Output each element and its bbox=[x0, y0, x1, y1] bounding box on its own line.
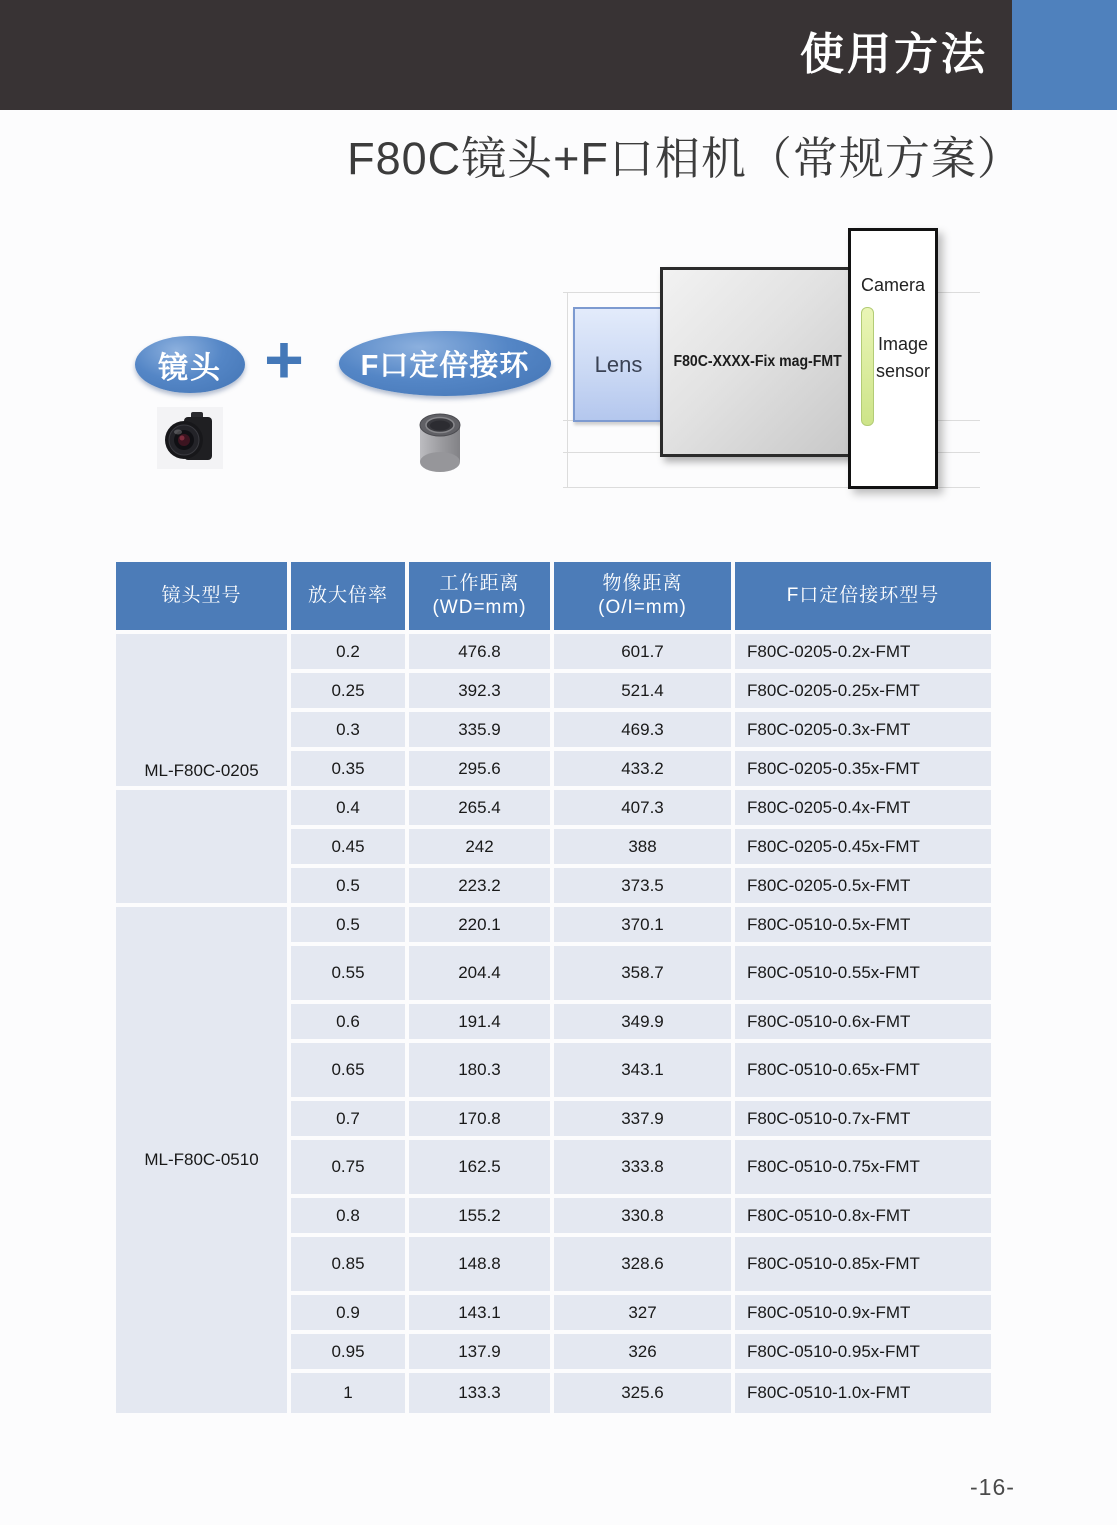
plus-icon: + bbox=[264, 322, 304, 398]
column-header-oi-line2: (O/I=mm) bbox=[598, 597, 687, 618]
section-title: 使用方法 bbox=[800, 30, 988, 79]
grid-line bbox=[567, 292, 568, 487]
magnification-cell: 0.6 bbox=[291, 1004, 405, 1039]
object-image-distance-cell: 521.4 bbox=[554, 673, 731, 708]
column-header-magnification: 放大倍率 bbox=[291, 562, 405, 630]
schematic-adapter-label: F80C-XXXX-Fix mag-FMT bbox=[673, 353, 842, 370]
magnification-cell: 0.7 bbox=[291, 1101, 405, 1136]
magnification-cell: 0.65 bbox=[291, 1043, 405, 1097]
adapter-model-cell: F80C-0510-0.9x-FMT bbox=[735, 1295, 991, 1330]
column-header-wd-line1: 工作距离 bbox=[439, 573, 520, 594]
magnification-cell: 0.45 bbox=[291, 829, 405, 864]
working-distance-cell: 223.2 bbox=[409, 868, 550, 903]
column-header-working-distance bbox=[409, 562, 550, 630]
accent-square bbox=[1012, 0, 1117, 110]
working-distance-cell: 137.9 bbox=[409, 1334, 550, 1369]
magnification-cell: 0.2 bbox=[291, 634, 405, 669]
working-distance-cell: 155.2 bbox=[409, 1198, 550, 1233]
camera-lens-icon bbox=[157, 407, 223, 469]
object-image-distance-cell: 327 bbox=[554, 1295, 731, 1330]
object-image-distance-cell: 469.3 bbox=[554, 712, 731, 747]
working-distance-cell: 335.9 bbox=[409, 712, 550, 747]
adapter-model-cell: F80C-0510-0.7x-FMT bbox=[735, 1101, 991, 1136]
working-distance-cell: 295.6 bbox=[409, 751, 550, 786]
lens-photo bbox=[157, 407, 223, 474]
spec-table bbox=[116, 562, 991, 1413]
object-image-distance-cell: 325.6 bbox=[554, 1373, 731, 1413]
adapter-ring-icon bbox=[412, 409, 469, 475]
magnification-cell: 0.3 bbox=[291, 712, 405, 747]
column-header-model: 镜头型号 bbox=[116, 562, 287, 630]
object-image-distance-cell: 407.3 bbox=[554, 790, 731, 825]
column-header-adapter-model: F口定倍接环型号 bbox=[735, 562, 991, 630]
working-distance-cell: 392.3 bbox=[409, 673, 550, 708]
adapter-model-cell: F80C-0510-0.95x-FMT bbox=[735, 1334, 991, 1369]
magnification-cell: 0.25 bbox=[291, 673, 405, 708]
object-image-distance-cell: 358.7 bbox=[554, 946, 731, 1000]
adapter-model-cell: F80C-0510-0.65x-FMT bbox=[735, 1043, 991, 1097]
object-image-distance-cell: 330.8 bbox=[554, 1198, 731, 1233]
image-sensor-label bbox=[873, 331, 933, 385]
adapter-model-cell: F80C-0205-0.2x-FMT bbox=[735, 634, 991, 669]
magnification-cell: 0.5 bbox=[291, 868, 405, 903]
object-image-distance-cell: 433.2 bbox=[554, 751, 731, 786]
adapter-bubble: F口定倍接环 bbox=[339, 331, 551, 396]
adapter-model-cell: F80C-0510-0.5x-FMT bbox=[735, 907, 991, 942]
object-image-distance-cell: 601.7 bbox=[554, 634, 731, 669]
magnification-cell: 0.4 bbox=[291, 790, 405, 825]
magnification-cell: 0.55 bbox=[291, 946, 405, 1000]
header-bar bbox=[0, 0, 1012, 110]
working-distance-cell: 265.4 bbox=[409, 790, 550, 825]
object-image-distance-cell: 388 bbox=[554, 829, 731, 864]
adapter-model-cell: F80C-0205-0.35x-FMT bbox=[735, 751, 991, 786]
working-distance-cell: 133.3 bbox=[409, 1373, 550, 1413]
adapter-model-cell: F80C-0205-0.45x-FMT bbox=[735, 829, 991, 864]
magnification-cell: 0.5 bbox=[291, 907, 405, 942]
object-image-distance-cell: 373.5 bbox=[554, 868, 731, 903]
object-image-distance-cell: 343.1 bbox=[554, 1043, 731, 1097]
working-distance-cell: 476.8 bbox=[409, 634, 550, 669]
working-distance-cell: 148.8 bbox=[409, 1237, 550, 1291]
camera-label: Camera bbox=[860, 275, 926, 295]
adapter-model-cell: F80C-0510-0.85x-FMT bbox=[735, 1237, 991, 1291]
column-header-wd-line2: (WD=mm) bbox=[432, 597, 527, 618]
model-cell-ml-f80c-0205: ML-F80C-0205 bbox=[116, 634, 287, 786]
model-cell-ml-f80c-0510: ML-F80C-0510 bbox=[116, 907, 287, 1413]
object-image-distance-cell: 337.9 bbox=[554, 1101, 731, 1136]
magnification-cell: 0.85 bbox=[291, 1237, 405, 1291]
adapter-model-cell: F80C-0205-0.25x-FMT bbox=[735, 673, 991, 708]
magnification-cell: 1 bbox=[291, 1373, 405, 1413]
adapter-model-cell: F80C-0510-0.8x-FMT bbox=[735, 1198, 991, 1233]
working-distance-cell: 143.1 bbox=[409, 1295, 550, 1330]
adapter-model-cell: F80C-0510-0.6x-FMT bbox=[735, 1004, 991, 1039]
object-image-distance-cell: 326 bbox=[554, 1334, 731, 1369]
page-number: -16- bbox=[970, 1474, 1015, 1500]
magnification-cell: 0.75 bbox=[291, 1140, 405, 1194]
adapter-ring-photo bbox=[412, 409, 469, 480]
magnification-cell: 0.9 bbox=[291, 1295, 405, 1330]
working-distance-cell: 242 bbox=[409, 829, 550, 864]
object-image-distance-cell: 333.8 bbox=[554, 1140, 731, 1194]
working-distance-cell: 220.1 bbox=[409, 907, 550, 942]
magnification-cell: 0.8 bbox=[291, 1198, 405, 1233]
magnification-cell: 0.95 bbox=[291, 1334, 405, 1369]
image-sensor-label-line2: sensor bbox=[875, 361, 931, 381]
object-image-distance-cell: 349.9 bbox=[554, 1004, 731, 1039]
object-image-distance-cell: 370.1 bbox=[554, 907, 731, 942]
model-cell-ml-f80c-0205-cont bbox=[116, 790, 287, 903]
schematic-camera-box bbox=[848, 228, 938, 489]
schematic-lens-box: Lens bbox=[573, 307, 664, 422]
adapter-model-cell: F80C-0510-0.75x-FMT bbox=[735, 1140, 991, 1194]
adapter-model-cell: F80C-0510-1.0x-FMT bbox=[735, 1373, 991, 1413]
magnification-cell: 0.35 bbox=[291, 751, 405, 786]
working-distance-cell: 170.8 bbox=[409, 1101, 550, 1136]
object-image-distance-cell: 328.6 bbox=[554, 1237, 731, 1291]
lens-bubble: 镜头 bbox=[135, 336, 245, 393]
image-sensor-label-line1: Image bbox=[877, 334, 929, 354]
adapter-model-cell: F80C-0510-0.55x-FMT bbox=[735, 946, 991, 1000]
schematic-adapter-box bbox=[660, 267, 855, 457]
page-title: F80C镜头+F口相机（常规方案） bbox=[347, 133, 1023, 184]
adapter-model-cell: F80C-0205-0.3x-FMT bbox=[735, 712, 991, 747]
working-distance-cell: 191.4 bbox=[409, 1004, 550, 1039]
adapter-model-cell: F80C-0205-0.4x-FMT bbox=[735, 790, 991, 825]
working-distance-cell: 162.5 bbox=[409, 1140, 550, 1194]
column-header-object-image-distance bbox=[554, 562, 731, 630]
adapter-model-cell: F80C-0205-0.5x-FMT bbox=[735, 868, 991, 903]
working-distance-cell: 204.4 bbox=[409, 946, 550, 1000]
working-distance-cell: 180.3 bbox=[409, 1043, 550, 1097]
column-header-oi-line1: 物像距离 bbox=[602, 573, 683, 594]
